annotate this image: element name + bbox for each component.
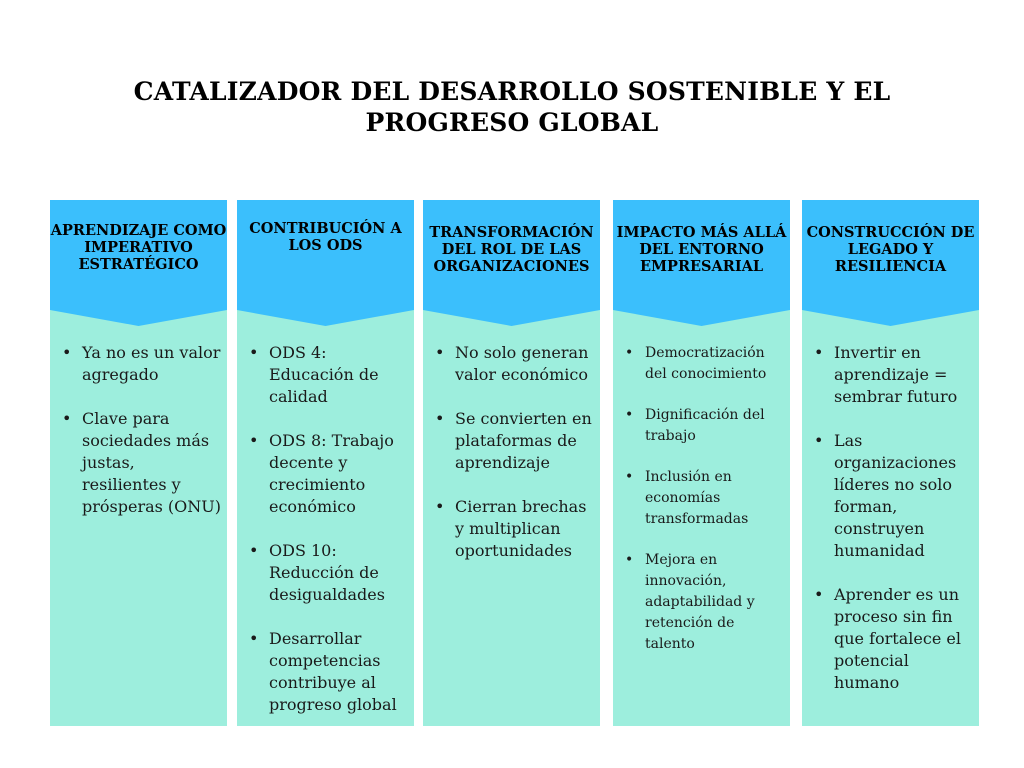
column-legado xyxy=(802,200,979,726)
list-item-text: Desarrollar competencias contribuye al progreso global xyxy=(269,629,397,714)
list-item xyxy=(802,584,979,694)
column-list xyxy=(237,342,414,738)
column-contribucion-ods xyxy=(237,200,414,726)
page-title: CATALIZADOR DEL DESARROLLO SOSTENIBLE Y EL PROGRESO GLOBAL xyxy=(133,77,891,137)
list-item xyxy=(423,342,600,386)
column-impacto xyxy=(613,200,790,726)
bullet-icon: • xyxy=(625,407,634,423)
column-list xyxy=(423,342,600,584)
bullet-icon: • xyxy=(249,541,259,560)
column-header xyxy=(237,200,414,326)
list-item xyxy=(423,496,600,562)
list-item xyxy=(237,430,414,518)
bullet-icon: • xyxy=(249,431,259,450)
list-item xyxy=(423,408,600,474)
list-item-text: No solo generan valor económico xyxy=(455,343,589,384)
list-item xyxy=(802,342,979,408)
column-heading: CONTRIBUCIÓN A LOS ODS xyxy=(249,220,402,254)
list-item xyxy=(613,550,790,655)
column-heading: CONSTRUCCIÓN DE LEGADO Y RESILIENCIA xyxy=(806,224,975,275)
column-list xyxy=(50,342,227,540)
bullet-icon: • xyxy=(249,629,259,648)
list-item xyxy=(50,408,227,518)
list-item xyxy=(613,343,790,385)
list-item-text: ODS 10: Reducción de desigualdades xyxy=(269,541,385,604)
list-item-text: ODS 8: Trabajo decente y crecimiento económico xyxy=(269,431,394,516)
list-item xyxy=(237,342,414,408)
list-item xyxy=(613,467,790,530)
list-item-text: Aprender es un proceso sin fin que fortalece el potencial humano xyxy=(834,585,961,692)
bullet-icon: • xyxy=(625,469,634,485)
list-item xyxy=(237,540,414,606)
list-item-text: Se convierten en plataformas de aprendizaje xyxy=(455,409,592,472)
bullet-icon: • xyxy=(814,585,824,604)
list-item-text: Mejora en innovación, adaptabilidad y retención de talento xyxy=(645,552,755,652)
column-header xyxy=(613,200,790,326)
column-header xyxy=(423,200,600,326)
bullet-icon: • xyxy=(814,431,824,450)
list-item-text: Cierran brechas y multiplican oportunidades xyxy=(455,497,587,560)
bullet-icon: • xyxy=(625,345,634,361)
list-item-text: Inclusión en economías transformadas xyxy=(645,469,749,527)
list-item-text: Dignificación del trabajo xyxy=(645,407,765,444)
list-item xyxy=(802,430,979,562)
header-arrow-shape xyxy=(237,200,414,326)
list-item-text: Invertir en aprendizaje = sembrar futuro xyxy=(834,343,958,406)
bullet-icon: • xyxy=(814,343,824,362)
bullet-icon: • xyxy=(435,343,445,362)
bullet-icon: • xyxy=(249,343,259,362)
list-item xyxy=(237,628,414,716)
column-header xyxy=(50,200,227,326)
list-item-text: Ya no es un valor agregado xyxy=(82,343,221,384)
list-item xyxy=(613,405,790,447)
bullet-icon: • xyxy=(435,497,445,516)
bullet-icon: • xyxy=(435,409,445,428)
column-heading: APRENDIZAJE COMO IMPERATIVO ESTRATÉGICO xyxy=(50,222,227,273)
column-transformacion xyxy=(423,200,600,726)
column-heading: IMPACTO MÁS ALLÁ DEL ENTORNO EMPRESARIAL xyxy=(616,224,787,275)
list-item-text: ODS 4: Educación de calidad xyxy=(269,343,379,406)
bullet-icon: • xyxy=(625,552,634,568)
bullet-icon: • xyxy=(62,343,72,362)
list-item xyxy=(50,342,227,386)
column-list xyxy=(613,343,790,675)
bullet-icon: • xyxy=(62,409,72,428)
list-item-text: Clave para sociedades más justas, resilientes y prósperas (ONU) xyxy=(82,409,222,516)
list-item-text: Las organizaciones líderes no solo forman, construyen humanidad xyxy=(834,431,957,560)
column-aprendizaje xyxy=(50,200,227,726)
list-item-text: Democratización del conocimiento xyxy=(645,345,767,382)
column-header xyxy=(802,200,979,326)
column-list xyxy=(802,342,979,716)
column-heading: TRANSFORMACIÓN DEL ROL DE LAS ORGANIZACIONES xyxy=(429,224,594,275)
